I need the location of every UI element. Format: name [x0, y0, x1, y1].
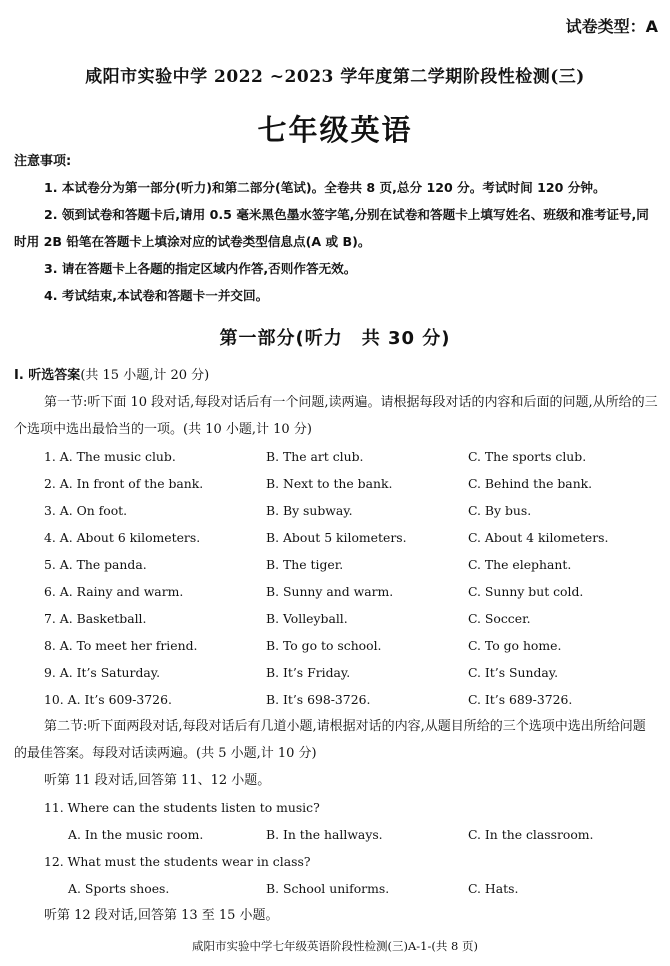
note-item: 3. 请在答题卡上各题的指定区域内作答,否则作答无效。	[44, 261, 357, 276]
option-a: 8. A. To meet her friend.	[44, 638, 198, 653]
option-b: B. It’s 698-3726.	[266, 692, 371, 707]
note-item: 4. 考试结束,本试卷和答题卡一并交回。	[44, 288, 269, 303]
option-c: C. It’s Sunday.	[468, 665, 559, 680]
question-row	[14, 659, 658, 686]
options-row	[14, 875, 658, 902]
option-b: B. Sunny and warm.	[266, 584, 394, 599]
option-b: B. It’s Friday.	[266, 665, 351, 680]
question-text: 11. Where can the students listen to music?	[44, 800, 320, 815]
option-b: B. The tiger.	[266, 557, 344, 572]
option-a: 2. A. In front of the bank.	[44, 476, 204, 491]
option-a: A. In the music room.	[68, 827, 204, 842]
option-a: 4. A. About 6 kilometers.	[44, 530, 201, 545]
option-a: 7. A. Basketball.	[44, 611, 147, 626]
option-b: B. To go to school.	[266, 638, 382, 653]
question-row	[14, 551, 658, 578]
option-a: 5. A. The panda.	[44, 557, 147, 572]
listening-section	[14, 362, 658, 929]
notes-section	[14, 150, 658, 309]
option-c: C. Sunny but cold.	[468, 584, 584, 599]
section-info: (共 15 小题,计 20 分)	[80, 368, 210, 383]
option-c: C. In the classroom.	[468, 827, 594, 842]
exam-title: 咸阳市实验中学 2022 ~2023 学年度第二学期阶段性检测(三)	[85, 67, 585, 87]
section-label: Ⅰ. 听选答案	[14, 368, 81, 383]
question-row	[14, 443, 658, 470]
notes-heading: 注意事项:	[14, 154, 72, 169]
option-c: C. Behind the bank.	[468, 476, 593, 491]
option-c: C. To go home.	[468, 638, 562, 653]
option-b: B. In the hallways.	[266, 827, 383, 842]
option-c: C. By bus.	[468, 503, 532, 518]
dialog-instruction: 听第 11 段对话,回答第 11、12 小题。	[44, 773, 271, 788]
option-c: C. Soccer.	[468, 611, 531, 626]
paper-type-label: 试卷类型：A	[565, 17, 658, 36]
dialog-instruction: 听第 12 段对话,回答第 13 至 15 小题。	[44, 908, 279, 923]
question-row	[14, 632, 658, 659]
note-item: 2. 领到试卷和答题卡后,请用 0.5 毫米黑色墨水签字笔,分别在试卷和答题卡上填写姓名、班级和准考证号,同时用 2B 铅笔在答题卡上填涂对应的试卷类型信息点(A 或 B)。	[14, 207, 649, 249]
option-b: B. About 5 kilometers.	[266, 530, 407, 545]
question-row	[14, 524, 658, 551]
page-footer: 咸阳市实验中学七年级英语阶段性检测(三)A-1-(共 8 页)	[192, 939, 478, 953]
option-a: A. Sports shoes.	[68, 881, 170, 896]
question-row	[14, 578, 658, 605]
section2-intro: 第二节:听下面两段对话,每段对话后有几道小题,请根据对话的内容,从题目所给的三个选项中选出所给问题的最佳答案。每段对话读两遍。(共 5 小题,计 10 分)	[14, 719, 646, 761]
option-c: C. The sports club.	[468, 449, 587, 464]
option-a: 10. A. It’s 609-3726.	[44, 692, 172, 707]
option-a: 6. A. Rainy and warm.	[44, 584, 184, 599]
options-row	[14, 821, 658, 848]
option-b: B. School uniforms.	[266, 881, 390, 896]
option-a: 3. A. On foot.	[44, 503, 128, 518]
option-c: C. Hats.	[468, 881, 519, 896]
option-c: C. It’s 689-3726.	[468, 692, 573, 707]
option-b: B. Volleyball.	[266, 611, 348, 626]
section1-intro: 第一节:听下面 10 段对话,每段对话后有一个问题,读两遍。请根据每段对话的内容和后面的问题,从所给的三个选项中选出最恰当的一项。(共 10 小题,计 10 分)	[14, 395, 658, 437]
option-c: C. The elephant.	[468, 557, 572, 572]
option-b: B. By subway.	[266, 503, 353, 518]
note-item: 1. 本试卷分为第一部分(听力)和第二部分(笔试)。全卷共 8 页,总分 120 分。考试时间 120 分钟。	[44, 180, 606, 195]
question-row	[14, 470, 658, 497]
subject-title: 七年级英语	[257, 113, 413, 147]
part-one-title: 第一部分(听力 共 30 分)	[219, 328, 451, 349]
option-b: B. The art club.	[266, 449, 364, 464]
option-b: B. Next to the bank.	[266, 476, 393, 491]
option-a: 9. A. It’s Saturday.	[44, 665, 161, 680]
option-c: C. About 4 kilometers.	[468, 530, 609, 545]
section-heading	[14, 362, 658, 389]
question-row	[14, 686, 658, 713]
question-text: 12. What must the students wear in class?	[44, 854, 311, 869]
question-row	[14, 605, 658, 632]
option-a: 1. A. The music club.	[44, 449, 176, 464]
question-row	[14, 497, 658, 524]
